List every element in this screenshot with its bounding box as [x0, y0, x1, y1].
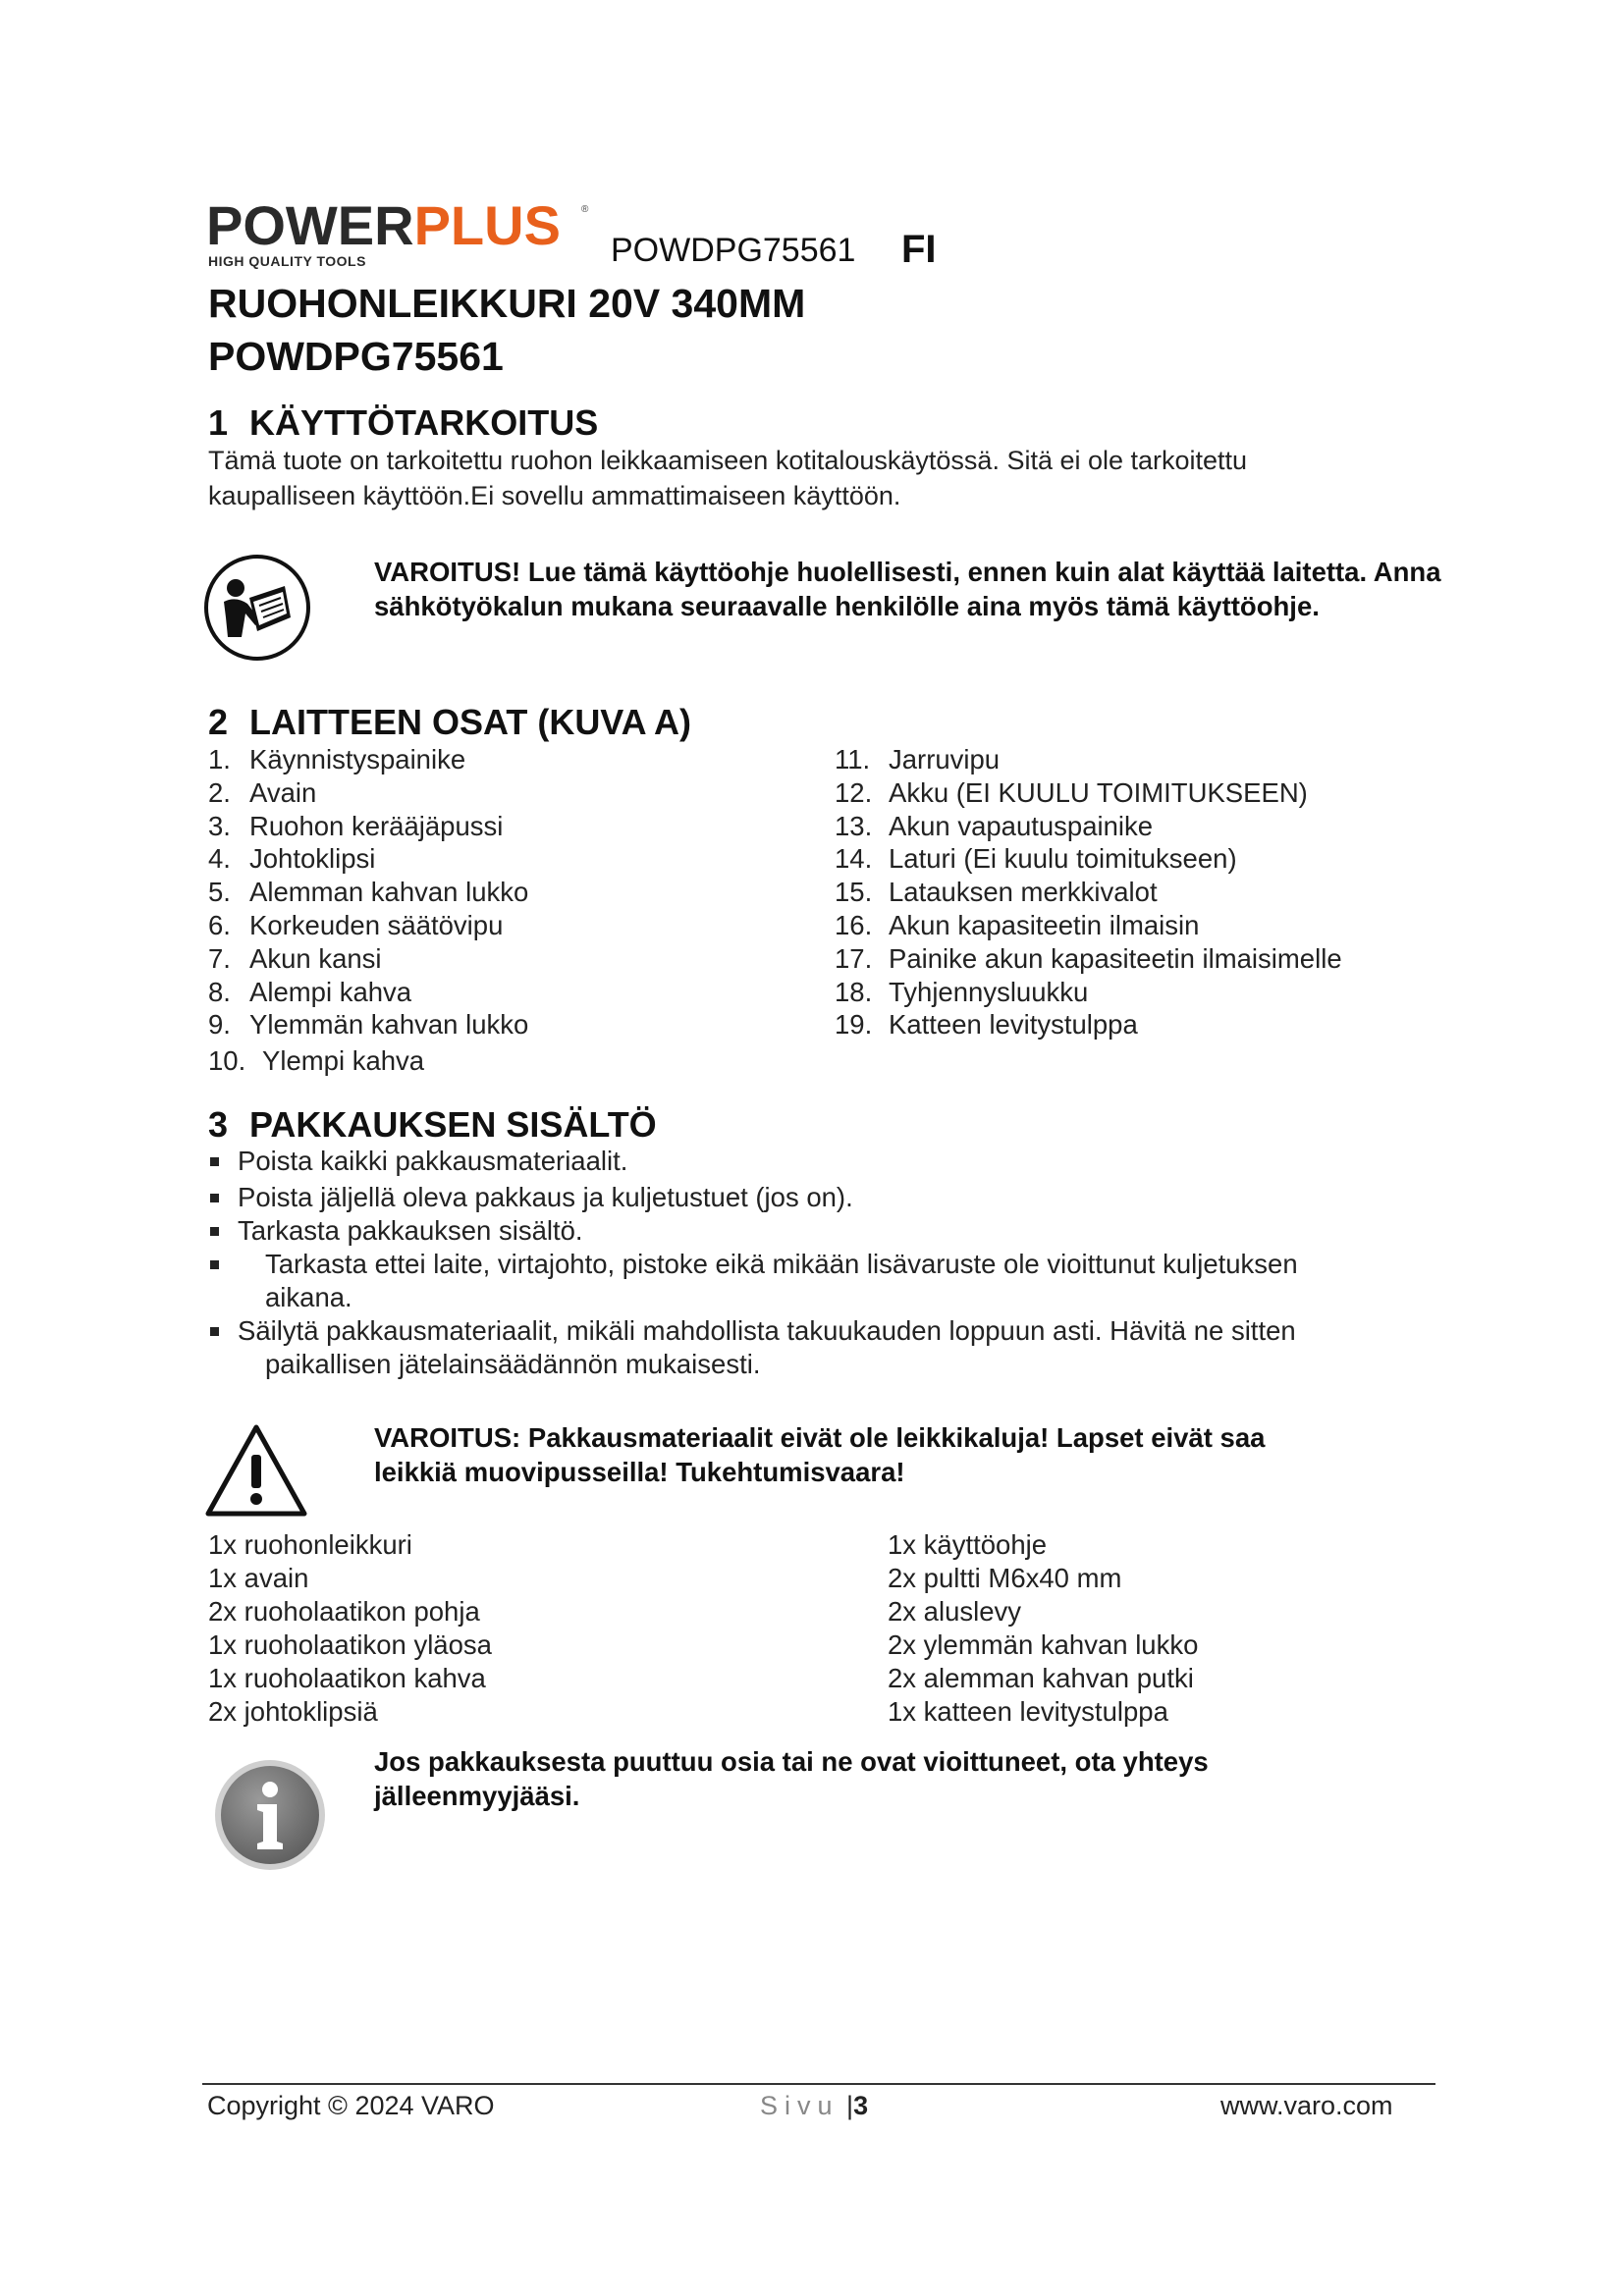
info-icon — [212, 1757, 328, 1873]
warning-packaging-line-2: leikkiä muovipusseilla! Tukehtumisvaara! — [374, 1457, 905, 1487]
model-number: POWDPG75561 — [611, 232, 856, 269]
list-item: 16. Akun kapasiteetin ilmaisin — [835, 909, 1200, 940]
section-3-heading: 3 PAKKAUKSEN SISÄLTÖ — [208, 1104, 657, 1145]
list-item: 6. Korkeuden säätövipu — [208, 909, 504, 940]
footer-page-indicator — [760, 2091, 868, 2121]
info-line-1: Jos pakkauksesta puuttuu osia tai ne ovat vioittuneet, ota yhteys — [374, 1746, 1209, 1777]
list-item: 1x ruoholaatikon kahva — [208, 1663, 486, 1693]
warning-packaging-text — [374, 1420, 1454, 1489]
list-item: 1x katteen levitystulppa — [888, 1696, 1168, 1727]
page-separator: | — [846, 2091, 854, 2120]
list-item: 1x ruoholaatikon yläosa — [208, 1629, 492, 1660]
list-item: 1x ruohonleikkuri — [208, 1529, 412, 1560]
list-item: 8. Alempi kahva — [208, 976, 412, 1007]
list-item: Tarkasta ettei laite, virtajohto, pistoke eikä mikään lisävaruste ole vioittunut kuljetuksen — [208, 1248, 1445, 1281]
page-label: Sivu — [760, 2091, 839, 2120]
list-item: 17. Painike akun kapasiteetin ilmaisimelle — [835, 942, 1342, 974]
info-line-2: jälleenmyyjääsi. — [374, 1781, 580, 1811]
footer-divider — [202, 2083, 1435, 2085]
list-item: 7. Akun kansi — [208, 942, 382, 974]
footer-website-link[interactable]: www.varo.com — [1220, 2091, 1393, 2120]
list-item: 14. Laturi (Ei kuulu toimitukseen) — [835, 843, 1237, 875]
warning-packaging-line-1: VAROITUS: Pakkausmateriaalit eivät ole leikkikaluja! Lapset eivät saa — [374, 1422, 1266, 1453]
powerplus-logo — [206, 194, 589, 272]
document-subtitle-model: POWDPG75561 — [208, 334, 504, 379]
page-number: 3 — [853, 2091, 869, 2120]
list-item: 9. Ylemmän kahvan lukko — [208, 1009, 529, 1041]
section-1-body — [208, 443, 1426, 513]
language-code: FI — [901, 228, 937, 271]
section-2-heading: 2 LAITTEEN OSAT (KUVA A) — [208, 702, 691, 742]
list-item: 11. Jarruvipu — [835, 744, 1001, 774]
list-item: 12. Akku (EI KUULU TOIMITUKSEEN) — [835, 776, 1308, 808]
list-item: 10. Ylempi kahva — [208, 1045, 425, 1077]
warning-read-manual-text: VAROITUS! Lue tämä käyttöohje huolellisesti, ennen kuin alat käyttää laitetta. Anna sähkötyökalun mukana seuraavalle henkilölle aina myös tämä käyttöohje. — [374, 557, 1441, 621]
list-item: 5. Alemman kahvan lukko — [208, 877, 529, 908]
logo-text-power: POWER — [206, 194, 414, 256]
parts-list-left — [208, 743, 528, 1078]
list-item: 1. Käynnistyspainike — [208, 744, 466, 774]
list-item: 4. Johtoklipsi — [208, 843, 376, 875]
list-item: Poista jäljellä oleva pakkaus ja kuljetustuet (jos on). — [208, 1181, 1445, 1214]
read-manual-icon — [202, 553, 312, 663]
section-1-line-2: kaupalliseen käyttöön.Ei sovellu ammattimaiseen käyttöön. — [208, 481, 901, 510]
list-item: 2x johtoklipsiä — [208, 1696, 378, 1727]
list-item: 13. Akun vapautuspainike — [835, 810, 1154, 841]
list-item: 2x alemman kahvan putki — [888, 1663, 1194, 1693]
list-item: 1x avain — [208, 1563, 309, 1593]
list-item: 1x käyttöohje — [888, 1529, 1048, 1560]
list-item: 2x ruoholaatikon pohja — [208, 1596, 480, 1627]
list-item: Tarkasta pakkauksen sisältö. — [208, 1214, 1445, 1248]
list-item: 2x ylemmän kahvan lukko — [888, 1629, 1199, 1660]
list-item: 18. Tyhjennysluukku — [835, 976, 1089, 1007]
logo-text-plus: PLUS — [413, 194, 561, 256]
list-item: 15. Latauksen merkkivalot — [835, 877, 1158, 908]
list-item: 2x pultti M6x40 mm — [888, 1563, 1122, 1593]
list-item: Poista kaikki pakkausmateriaalit. — [208, 1145, 1445, 1181]
section-1-line-1: Tämä tuote on tarkoitettu ruohon leikkaamiseen kotitalouskäytössä. Sitä ei ole tarkoitettu — [208, 446, 1248, 475]
list-item: 2x aluslevy — [888, 1596, 1022, 1627]
packing-bullet-list — [208, 1145, 1445, 1381]
warning-triangle-icon — [202, 1421, 310, 1520]
footer-copyright: Copyright © 2024 VARO — [207, 2091, 495, 2120]
list-item: Säilytä pakkausmateriaalit, mikäli mahdollista takuukauden loppuun asti. Hävitä ne sitten — [208, 1314, 1445, 1348]
list-item-continuation: paikallisen jätelainsäädännön mukaisesti. — [265, 1349, 761, 1379]
info-text — [374, 1744, 1454, 1813]
parts-list-right — [835, 743, 1342, 1041]
logo-tagline: HIGH QUALITY TOOLS — [208, 253, 366, 269]
list-item-continuation: aikana. — [265, 1282, 352, 1312]
list-item: 19. Katteen levitystulppa — [835, 1009, 1138, 1041]
contents-list-left — [208, 1528, 492, 1729]
document-title: RUOHONLEIKKURI 20V 340MM — [208, 281, 806, 326]
list-item: 2. Avain — [208, 776, 317, 808]
contents-list-right — [888, 1528, 1198, 1729]
registered-mark: ® — [581, 204, 589, 215]
list-item: 3. Ruohon kerääjäpussi — [208, 810, 504, 841]
section-1-heading: 1 KÄYTTÖTARKOITUS — [208, 402, 599, 443]
